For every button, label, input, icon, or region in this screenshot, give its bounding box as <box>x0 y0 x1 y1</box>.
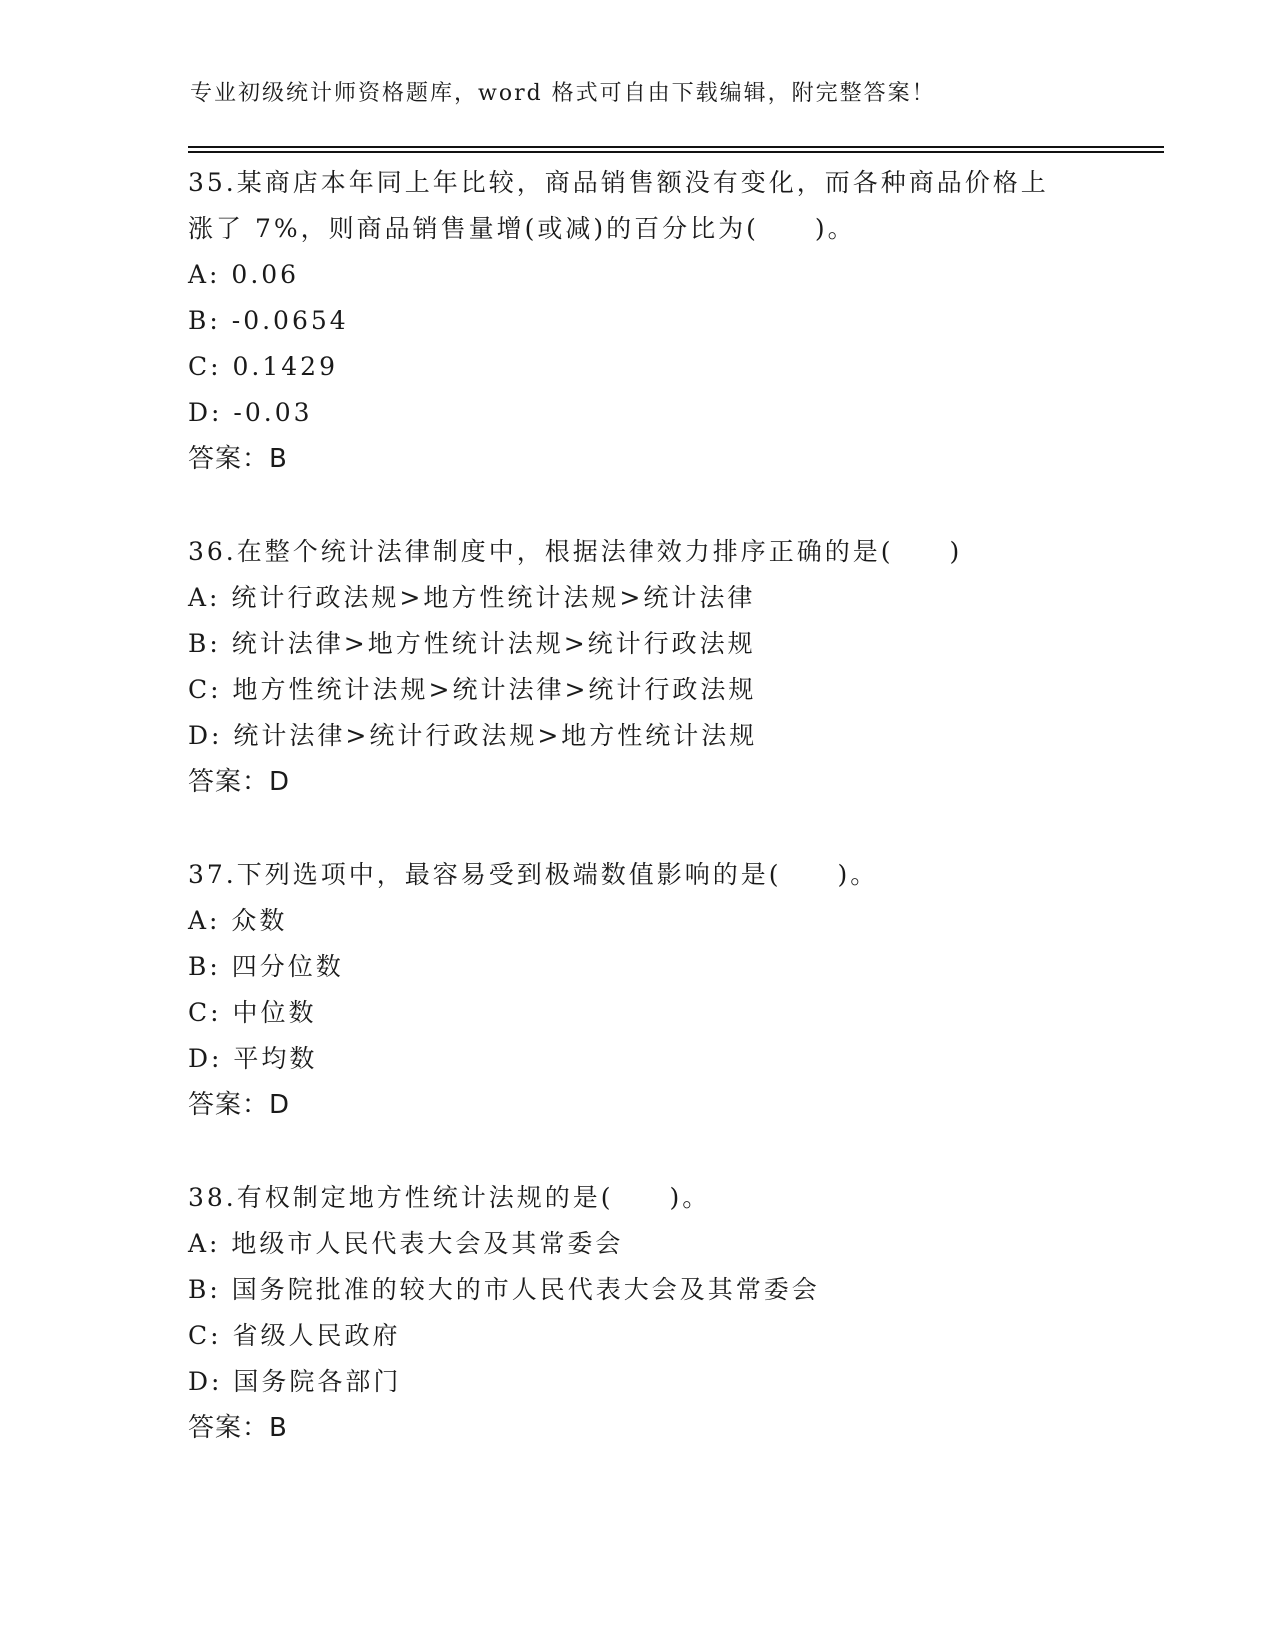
question-list <box>188 160 1088 1498</box>
option-a: A: 统计行政法规>地方性统计法规>统计法律 <box>188 583 756 612</box>
option-c: C: 0.1429 <box>188 352 338 381</box>
question-stem-line: 涨了 7%，则商品销售量增(或减)的百分比为( )。 <box>188 214 856 243</box>
question-stem-line: 38.有权制定地方性统计法规的是( )。 <box>188 1183 711 1212</box>
header-divider <box>188 146 1164 153</box>
option-c: C: 省级人民政府 <box>188 1321 401 1350</box>
question-37 <box>188 852 1088 1128</box>
question-stem-line: 36.在整个统计法律制度中，根据法律效力排序正确的是( ) <box>188 537 963 566</box>
option-d: D: 统计法律>统计行政法规>地方性统计法规 <box>188 721 758 750</box>
answer-line: 答案：B <box>188 1413 288 1443</box>
option-b: B: 国务院批准的较大的市人民代表大会及其常委会 <box>188 1275 820 1304</box>
option-b: B: 统计法律>地方性统计法规>统计行政法规 <box>188 629 756 658</box>
question-38 <box>188 1175 1088 1451</box>
answer-line: 答案：D <box>188 767 291 797</box>
option-c: C: 地方性统计法规>统计法律>统计行政法规 <box>188 675 757 704</box>
answer-line: 答案：B <box>188 444 288 474</box>
option-a: A: 众数 <box>188 906 288 935</box>
option-d: D: -0.03 <box>188 398 313 427</box>
question-35 <box>188 160 1088 482</box>
option-a: A: 0.06 <box>188 260 300 289</box>
question-stem-line: 37.下列选项中，最容易受到极端数值影响的是( )。 <box>188 860 879 889</box>
answer-line: 答案：D <box>188 1090 291 1120</box>
option-a: A: 地级市人民代表大会及其常委会 <box>188 1229 624 1258</box>
question-36 <box>188 529 1088 805</box>
option-c: C: 中位数 <box>188 998 317 1027</box>
option-d: D: 平均数 <box>188 1044 318 1073</box>
option-b: B: -0.0654 <box>188 306 349 335</box>
option-d: D: 国务院各部门 <box>188 1367 402 1396</box>
page-header: 专业初级统计师资格题库，word 格式可自由下载编辑，附完整答案！ <box>190 81 936 106</box>
question-stem-line: 35.某商店本年同上年比较，商品销售额没有变化，而各种商品价格上 <box>188 168 1049 197</box>
option-b: B: 四分位数 <box>188 952 344 981</box>
